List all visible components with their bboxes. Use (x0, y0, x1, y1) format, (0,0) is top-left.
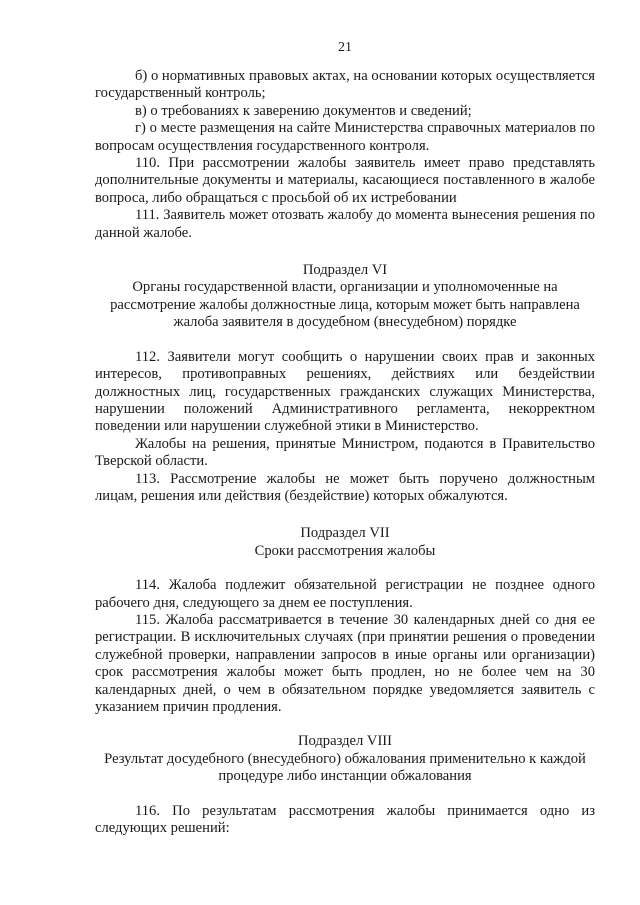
paragraph-v: в) о требованиях к заверению документов и сведений; (135, 102, 472, 119)
paragraph-115: 115. Жалоба рассматривается в течение 30 календарных дней со дня ее регистрации. В исключительных случаях (при принятии решения о проведении служебной проверки, направлении запросов в иные органы или организации) срок рассмотрения жалобы может быть продлен, но не более чем на 30 календарных дней, о чем в обязательном порядке уведомляется заявитель с указанием причин продления. (95, 611, 595, 715)
section8-label: Подраздел VIII (297, 733, 393, 750)
paragraph-113: 113. Рассмотрение жалобы не может быть поручено должностным лицам, решения или действия (бездействие) которых обжалуются. (95, 470, 595, 504)
page-number: 21 (338, 40, 352, 55)
section6-title: Органы государственной власти, организации и уполномоченные на рассмотрение жалобы должностные лица, которым может быть направлена жалоба заявителя в досудебном (внесудебном) порядке (110, 279, 580, 331)
paragraph-114: 114. Жалоба подлежит обязательной регистрации не позднее одного рабочего дня, следующего за днем ее поступления. (95, 577, 595, 611)
paragraph-110: 110. При рассмотрении жалобы заявитель имеет право представлять дополнительные документы и материалы, касающиеся поставленного в жалобе вопроса, либо обращаться с просьбой об их истребовании (95, 155, 595, 206)
paragraph-116: 116. По результатам рассмотрения жалобы принимается одно из следующих решений: (95, 802, 595, 837)
section8-title: Результат досудебного (внесудебного) обжалования применительно к каждой процедуре либо инстанции обжалования (104, 750, 586, 785)
page-content (95, 68, 595, 837)
paragraph-111: 111. Заявитель может отозвать жалобу до момента вынесения решения по данной жалобе. (95, 207, 595, 241)
paragraph-complaints-minister: Жалобы на решения, принятые Министром, подаются в Правительство Тверской области. (95, 435, 595, 470)
section6-label: Подраздел VI (302, 262, 388, 279)
document-page (95, 0, 595, 905)
paragraph-b: б) о нормативных правовых актах, на основании которых осуществляется государственный контроль; (95, 68, 595, 102)
paragraph-g: г) о месте размещения на сайте Министерства справочных материалов по вопросам осуществления государственного контроля. (95, 120, 595, 154)
paragraph-112: 112. Заявители могут сообщить о нарушении своих прав и законных интересов, противоправных решениях, действиях или бездействии должностных лиц, государственных гражданских служащих Министерства, нарушении положений Административного регламента, некорректном поведении или нарушении служебной этики в Министерство. (95, 348, 595, 435)
section7-title: Сроки рассмотрения жалобы (254, 542, 436, 559)
section7-label: Подраздел VII (300, 525, 390, 542)
